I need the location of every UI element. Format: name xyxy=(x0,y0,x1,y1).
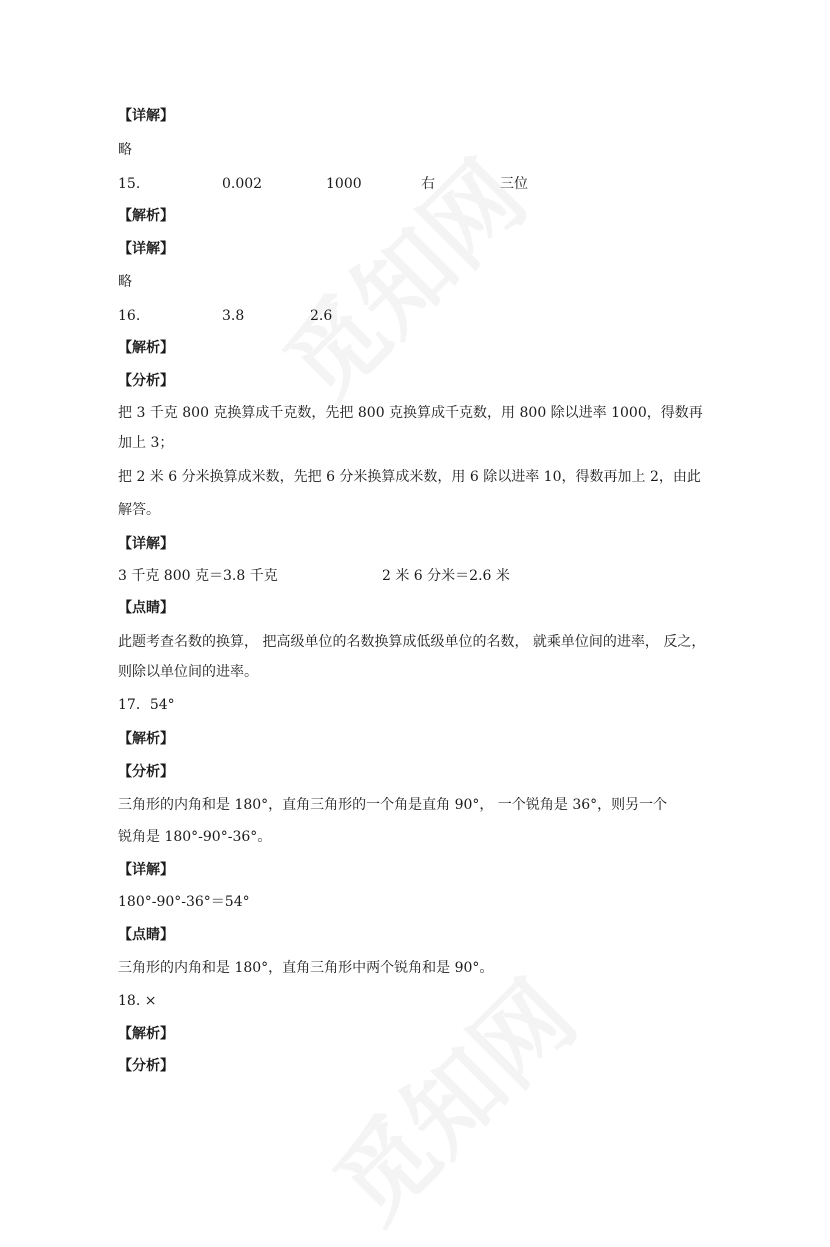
answer-1: 3.8 xyxy=(222,308,245,324)
question-16 xyxy=(118,306,718,326)
paragraph: 把 2 米 6 分米换算成米数，先把 6 分米换算成米数，用 6 除以进率 10，得数再加上 2，由此 xyxy=(118,469,701,485)
answer-weight: 3 千克 800 克＝3.8 千克 xyxy=(118,568,278,584)
heading-reasoning: 【分析】 xyxy=(118,1058,174,1074)
question-17: 17．54° xyxy=(118,697,175,713)
question-18: 18. × xyxy=(118,993,157,1009)
paragraph: 三角形的内角和是 180°，直角三角形的一个角是直角 90°， 一个锐角是 36°，则另一个 xyxy=(118,797,668,813)
question-number: 16. xyxy=(118,308,141,324)
heading-analysis: 【解析】 xyxy=(118,1026,174,1042)
heading-comment: 【点睛】 xyxy=(118,600,174,616)
answer-length: 2 米 6 分米＝2.6 米 xyxy=(382,568,510,584)
question-15 xyxy=(118,174,718,194)
heading-comment: 【点睛】 xyxy=(118,927,174,943)
paragraph: 把 3 千克 800 克换算成千克数，先把 800 克换算成千克数，用 800 除以进率 1000，得数再 xyxy=(118,405,703,421)
answer-row xyxy=(118,566,718,586)
question-number: 15. xyxy=(118,176,141,192)
paragraph: 解答。 xyxy=(118,502,160,518)
paragraph: 180°-90°-36°＝54° xyxy=(118,894,250,910)
watermark xyxy=(250,126,551,427)
heading-detail: 【详解】 xyxy=(118,241,174,257)
answer-2: 2.6 xyxy=(310,308,333,324)
answer-4: 三位 xyxy=(500,176,528,192)
heading-reasoning: 【分析】 xyxy=(118,373,174,389)
watermark-bottom xyxy=(300,946,601,1247)
paragraph: 三角形的内角和是 180°，直角三角形中两个锐角和是 90°。 xyxy=(118,960,494,976)
heading-detail: 【详解】 xyxy=(118,862,174,878)
text-omitted: 略 xyxy=(118,142,132,158)
heading-analysis: 【解析】 xyxy=(118,731,174,747)
paragraph: 此题考查名数的换算， 把高级单位的名数换算成低级单位的名数， 就乘单位间的进率， 反之， xyxy=(118,634,706,650)
heading-analysis: 【解析】 xyxy=(118,340,174,356)
paragraph: 锐角是 180°-90°-36°。 xyxy=(118,829,272,845)
answer-3: 右 xyxy=(421,176,435,192)
answer-1: 0.002 xyxy=(222,176,263,192)
heading-detail: 【详解】 xyxy=(118,108,174,124)
heading-analysis: 【解析】 xyxy=(118,208,174,224)
text-omitted: 略 xyxy=(118,274,132,290)
paragraph: 加上 3； xyxy=(118,435,174,451)
heading-detail: 【详解】 xyxy=(118,536,174,552)
answer-2: 1000 xyxy=(326,176,362,192)
paragraph: 则除以单位间的进率。 xyxy=(118,664,258,680)
heading-reasoning: 【分析】 xyxy=(118,764,174,780)
